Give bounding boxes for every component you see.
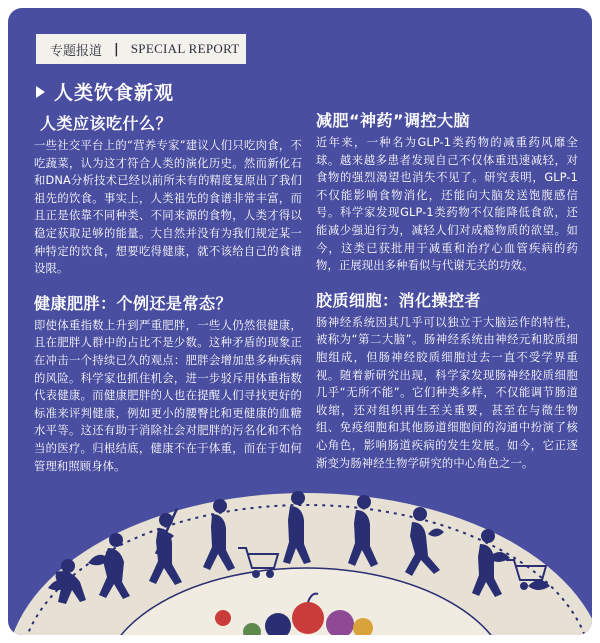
article-body-glia: 肠神经系统因其几乎可以独立于大脑运作的特性，被称为“第二大脑”。肠神经系统由神经元和胶质细胞组成，但肠神经胶质细胞过去一直不受学界重视。随着新研究出现，科学家发现肠神经胶质细胞几乎“无所不能”。它们种类多样，不仅能调节肠道收缩，还对组织再生至关重要，甚至在与微生物组、免疫细胞和其他肠道细胞间的沟通中扮演了核心角色，影响肠道疾病的发生发展。如今，它正逐渐变为肠神经生物学研究的中心角色之一。: [316, 315, 578, 470]
article-body-diet: 一些社交平台上的“营养专家”建议人们只吃肉食，不吃蔬菜，认为这才符合人类的演化历史。然而新化石和DNA分析技术已经以前所未有的精度复原出了我们祖先的饮食。事实上，人类祖先的食谱非常丰富，而且正是依靠不同种类、不同来源的食物，人类才得以稳定获取足够的能量。大自然并没有为我们规定某一种特定的饮食，想要吃得健康，就不该给自己的食谱设限。: [34, 139, 302, 276]
article-title-diet: 人类应该吃什么？: [40, 114, 173, 133]
magazine-page: [8, 8, 592, 635]
header-separator: |: [114, 41, 119, 57]
triangle-bullet-icon: [36, 86, 45, 98]
right-column: [316, 108, 578, 472]
section-header: [36, 34, 246, 64]
plate-illustration: [8, 468, 592, 635]
section-label-en: SPECIAL REPORT: [130, 41, 240, 56]
left-column: [34, 78, 302, 475]
section-label-cn: 专题报道: [50, 43, 103, 59]
main-title: [34, 78, 302, 105]
article-body-glp1: 近年来，一种名为GLP-1类药物的减重药风靡全球。越来越多患者发现自己不仅体重迅速减轻，对食物的强烈渴望也消失不见了。研究表明，GLP-1不仅能影响食物消化，还能向大脑发送饱腹感信号。科学家发现GLP-1类药物不仅能降低食欲，还能减少强迫行为，减轻人们对成瘾物质的欲望。如今，这类已获批用于减重和治疗心血管疾病的药物，正展现出多种看似与代谢无关的功效。: [316, 136, 578, 273]
main-title-text: 人类饮食新观: [54, 82, 175, 104]
article-title-obesity: 健康肥胖：个例还是常态？: [34, 293, 233, 313]
article-title-glp1: 减肥“神药”调控大脑: [316, 111, 471, 130]
article-title-glia: 胶质细胞：消化操控者: [316, 290, 482, 310]
article-body-obesity: 即使体重指数上升到严重肥胖，一些人仍然很健康，且在肥胖人群中的占比不是少数。这种矛盾的现象正在冲击一个持续已久的观点：肥胖会增加患多种疾病的风险。科学家也抓住机会，进一步驳斥用体重指数代表健康。而健康肥胖的人也在提醒人们寻找更好的标准来评判健康，例如更小的腰臀比和更健康的血糖水平等。这还有助于消除社会对肥胖的污名化和不恰当的医疗。归根结底，健康不在于体重，而在于如何管理和照顾身体。: [34, 318, 302, 473]
